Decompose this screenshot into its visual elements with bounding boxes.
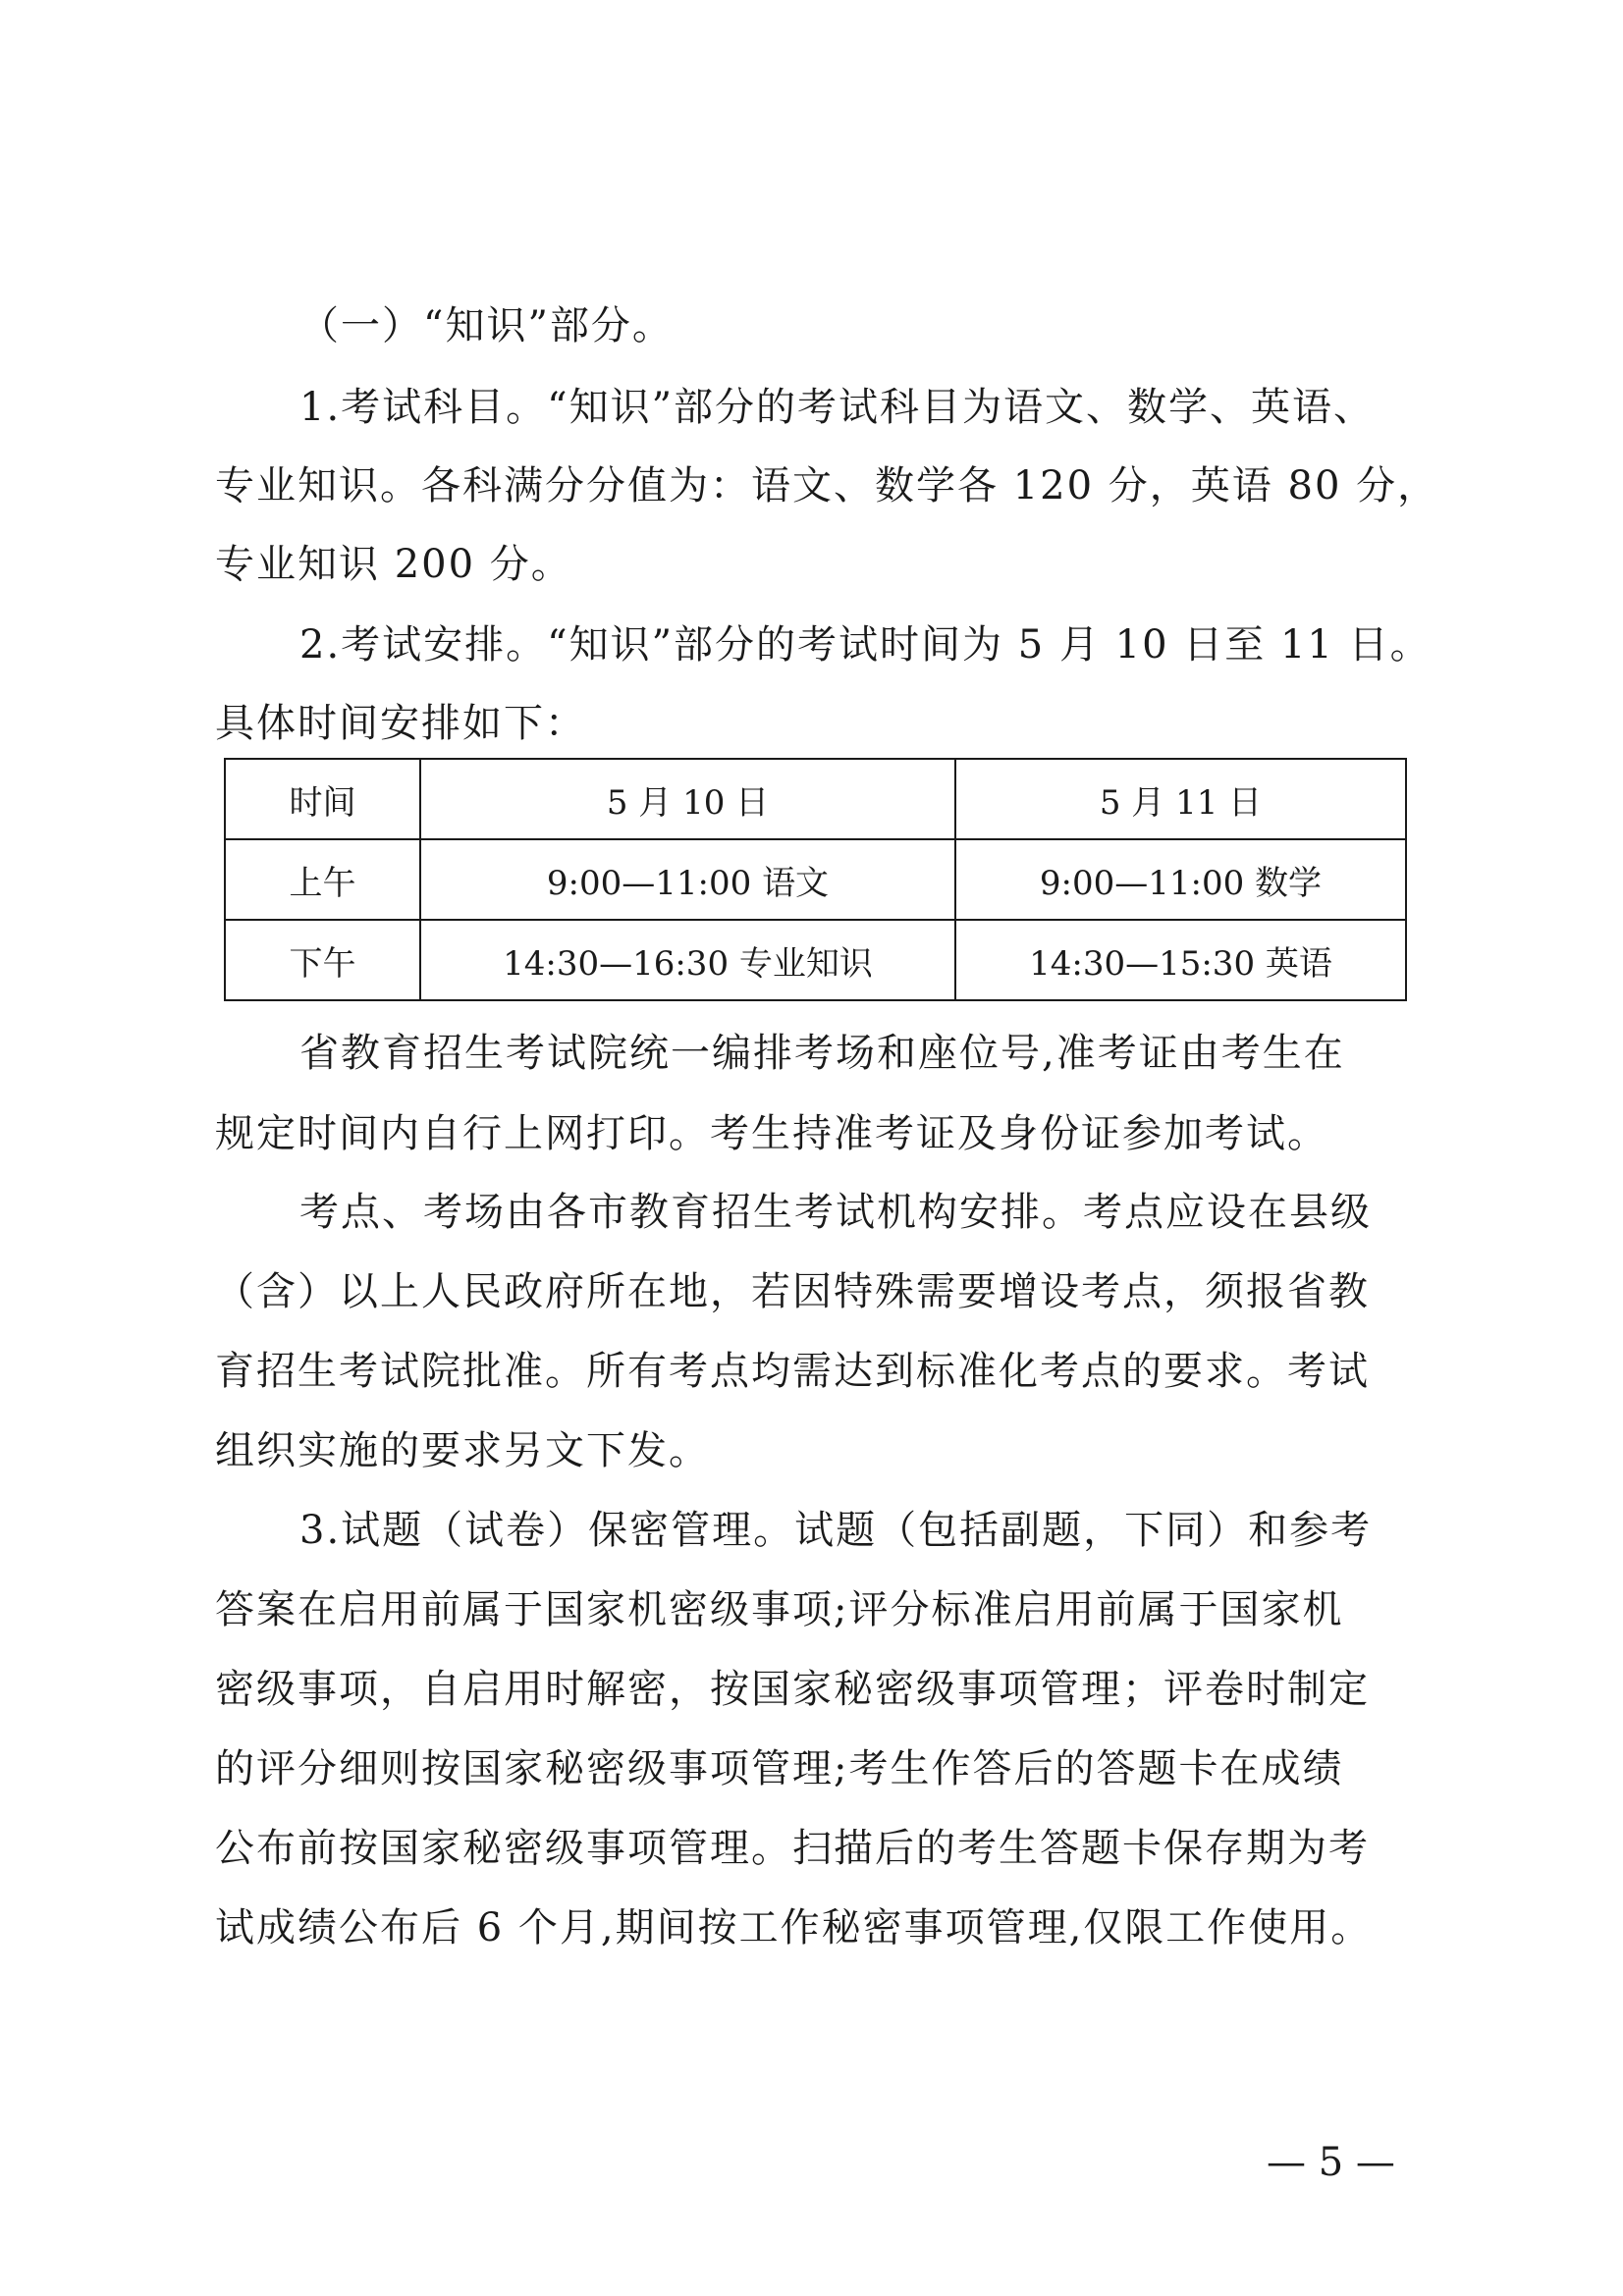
table-header-cell: 5 月 11 日 (955, 759, 1406, 839)
table-header-cell: 5 月 10 日 (420, 759, 955, 839)
page-number: — 5 — (1267, 2140, 1395, 2185)
table-cell: 9:00—11:00 语文 (420, 839, 955, 920)
table-cell: 14:30—15:30 英语 (955, 920, 1406, 1000)
table-cell: 9:00—11:00 数学 (955, 839, 1406, 920)
table-cell: 14:30—16:30 专业知识 (420, 920, 955, 1000)
paragraph-line: 2.考试安排。“知识”部分的考试时间为 5 月 10 日至 11 日。 (299, 622, 1432, 667)
paragraph-line: 具体时间安排如下： (215, 701, 586, 746)
table-cell: 上午 (225, 839, 420, 920)
paragraph-line: 3.试题（试卷）保密管理。试题（包括副题，下同）和参考 (299, 1508, 1373, 1553)
section-heading: （一）“知识”部分。 (299, 303, 674, 348)
paragraph-line: 答案在启用前属于国家机密级事项;评分标准启用前属于国家机 (215, 1587, 1344, 1632)
paragraph-line: （含）以上人民政府所在地，若因特殊需要增设考点，须报省教 (215, 1269, 1370, 1314)
paragraph-line: 育招生考试院批准。所有考点均需达到标准化考点的要求。考试 (215, 1349, 1370, 1394)
paragraph-line: 考点、考场由各市教育招生考试机构安排。考点应设在县级 (299, 1190, 1372, 1235)
paragraph-line: 1.考试科目。“知识”部分的考试科目为语文、数学、英语、 (299, 385, 1376, 430)
table-row (225, 920, 1406, 1000)
paragraph-line: 的评分细则按国家秘密级事项管理;考生作答后的答题卡在成绩 (215, 1746, 1344, 1791)
paragraph-line: 组织实施的要求另文下发。 (215, 1428, 710, 1473)
table-row (225, 839, 1406, 920)
paragraph-line: 试成绩公布后 6 个月,期间按工作秘密事项管理,仅限工作使用。 (215, 1905, 1373, 1950)
table-cell: 下午 (225, 920, 420, 1000)
paragraph-line: 规定时间内自行上网打印。考生持准考证及身份证参加考试。 (215, 1111, 1328, 1156)
exam-schedule-table (224, 758, 1407, 1001)
table-header-cell: 时间 (225, 759, 420, 839)
table-header-row (225, 759, 1406, 839)
paragraph-line: 公布前按国家秘密级事项管理。扫描后的考生答题卡保存期为考 (215, 1826, 1370, 1871)
paragraph-line: 专业知识 200 分。 (215, 542, 572, 587)
paragraph-line: 省教育招生考试院统一编排考场和座位号,准考证由考生在 (299, 1031, 1345, 1076)
paragraph-line: 密级事项，自启用时解密，按国家秘密级事项管理；评卷时制定 (215, 1667, 1370, 1712)
paragraph-line: 专业知识。各科满分分值为：语文、数学各 120 分，英语 80 分， (215, 463, 1439, 508)
